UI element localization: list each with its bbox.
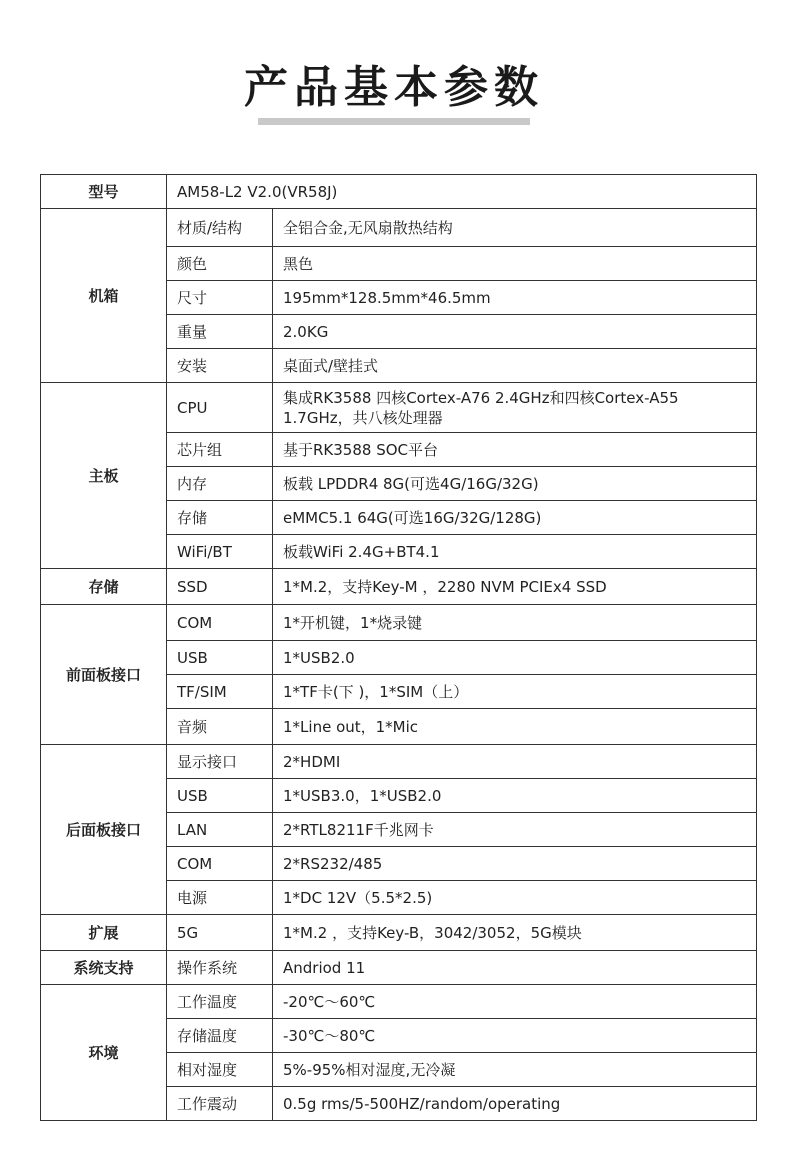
- value-cell: 1*USB2.0: [273, 641, 757, 675]
- category-cell: 机箱: [41, 209, 167, 383]
- label-cell: COM: [167, 605, 273, 641]
- value-cell: 全铝合金,无风扇散热结构: [273, 209, 757, 247]
- label-cell: 尺寸: [167, 281, 273, 315]
- label-cell: 工作温度: [167, 985, 273, 1019]
- spec-table: [40, 174, 757, 1121]
- category-cell: 型号: [41, 175, 167, 209]
- value-cell: 板载WiFi 2.4G+BT4.1: [273, 535, 757, 569]
- value-cell: 195mm*128.5mm*46.5mm: [273, 281, 757, 315]
- value-cell: 基于RK3588 SOC平台: [273, 433, 757, 467]
- label-cell: 操作系统: [167, 951, 273, 985]
- value-cell: 板载 LPDDR4 8G(可选4G/16G/32G): [273, 467, 757, 501]
- table-row: [41, 383, 757, 433]
- label-cell: 显示接口: [167, 745, 273, 779]
- label-cell: USB: [167, 641, 273, 675]
- table-row: [41, 569, 757, 605]
- value-cell: 桌面式/壁挂式: [273, 349, 757, 383]
- table-row: [41, 915, 757, 951]
- label-cell: WiFi/BT: [167, 535, 273, 569]
- value-cell: 2.0KG: [273, 315, 757, 349]
- value-cell: 1*M.2 ，支持Key-B，3042/3052，5G模块: [273, 915, 757, 951]
- label-cell: LAN: [167, 813, 273, 847]
- value-cell: 2*RS232/485: [273, 847, 757, 881]
- label-cell: 安装: [167, 349, 273, 383]
- table-row: [41, 951, 757, 985]
- value-cell: 5%-95%相对湿度,无冷凝: [273, 1053, 757, 1087]
- label-cell: 颜色: [167, 247, 273, 281]
- table-row: [41, 985, 757, 1019]
- label-cell: 工作震动: [167, 1087, 273, 1121]
- category-cell: 主板: [41, 383, 167, 569]
- value-cell: 集成RK3588 四核Cortex-A76 2.4GHz和四核Cortex-A55 1.7GHz，共八核处理器: [273, 383, 757, 433]
- value-cell: 黑色: [273, 247, 757, 281]
- value-cell: 1*DC 12V（5.5*2.5): [273, 881, 757, 915]
- category-cell: 系统支持: [41, 951, 167, 985]
- label-cell: 相对湿度: [167, 1053, 273, 1087]
- label-cell: 存储: [167, 501, 273, 535]
- label-cell: 材质/结构: [167, 209, 273, 247]
- value-cell: 1*Line out，1*Mic: [273, 709, 757, 745]
- label-cell: CPU: [167, 383, 273, 433]
- category-cell: 前面板接口: [41, 605, 167, 745]
- value-cell: 1*USB3.0，1*USB2.0: [273, 779, 757, 813]
- label-cell: USB: [167, 779, 273, 813]
- category-cell: 存储: [41, 569, 167, 605]
- table-row: [41, 745, 757, 779]
- spec-table-body: [41, 175, 757, 1121]
- label-cell: 电源: [167, 881, 273, 915]
- value-cell: eMMC5.1 64G(可选16G/32G/128G): [273, 501, 757, 535]
- title-underline: [258, 118, 530, 125]
- category-cell: 后面板接口: [41, 745, 167, 915]
- value-cell: -20℃～60℃: [273, 985, 757, 1019]
- page-title: 产品基本参数: [244, 62, 544, 113]
- label-cell: 存储温度: [167, 1019, 273, 1053]
- value-cell: 2*RTL8211F千兆网卡: [273, 813, 757, 847]
- label-cell: 重量: [167, 315, 273, 349]
- table-row: [41, 605, 757, 641]
- title-wrap: [0, 58, 788, 118]
- table-row: [41, 209, 757, 247]
- category-cell: 扩展: [41, 915, 167, 951]
- label-cell: 音频: [167, 709, 273, 745]
- value-cell: Andriod 11: [273, 951, 757, 985]
- value-cell: 0.5g rms/5-500HZ/random/operating: [273, 1087, 757, 1121]
- label-cell: COM: [167, 847, 273, 881]
- label-cell: SSD: [167, 569, 273, 605]
- table-row: [41, 175, 757, 209]
- label-cell: 5G: [167, 915, 273, 951]
- value-cell: 2*HDMI: [273, 745, 757, 779]
- label-cell: TF/SIM: [167, 675, 273, 709]
- value-cell: AM58-L2 V2.0(VR58J): [167, 175, 757, 209]
- value-cell: 1*M.2，支持Key-M ，2280 NVM PCIEx4 SSD: [273, 569, 757, 605]
- label-cell: 内存: [167, 467, 273, 501]
- label-cell: 芯片组: [167, 433, 273, 467]
- value-cell: 1*TF卡(下 )，1*SIM（上）: [273, 675, 757, 709]
- value-cell: -30℃～80℃: [273, 1019, 757, 1053]
- category-cell: 环境: [41, 985, 167, 1121]
- value-cell: 1*开机键，1*烧录键: [273, 605, 757, 641]
